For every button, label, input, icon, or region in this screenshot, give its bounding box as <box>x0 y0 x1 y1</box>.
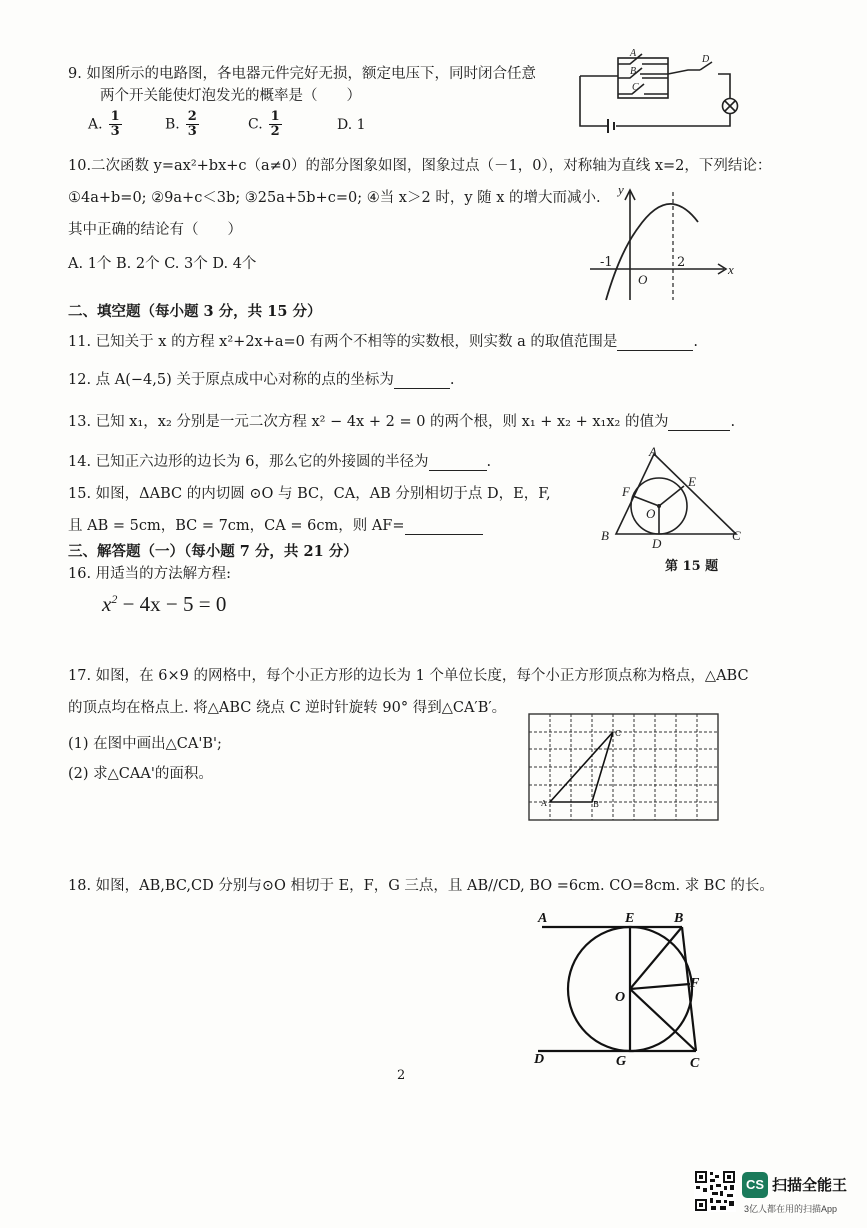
q15-line2: 且 AB = 5cm，BC = 7cm，CA = 6cm，则 AF= <box>68 514 483 535</box>
q17-line1: 17. 如图，在 6×9 的网格中，每个小正方形的边长为 1 个单位长度，每个小正方形顶点称为格点，△ABC <box>68 668 749 684</box>
q10-line3: 其中正确的结论有（ ） <box>68 222 242 238</box>
q13: 13. 已知 x₁，x₂ 分别是一元二次方程 x² − 4x + 2 = 0 的两个根，则 x₁ + x₂ + x₁x₂ 的值为 . <box>68 414 736 430</box>
q16-equation: $x^2 - 4x - 5 = 0$ <box>102 592 227 616</box>
circuit-label-d: D <box>702 54 710 65</box>
circle-center-dot <box>657 504 661 508</box>
q9-option-b[interactable]: B. $\frac{2}{3}$ <box>165 109 197 139</box>
parabola-graph <box>590 182 740 302</box>
graph-label-2: 2 <box>677 255 686 270</box>
q10-line1: 10.二次函数 y=ax²+bx+c（a≠0）的部分图象如图，图象过点（－1，0），对称轴为直线 x=2，下列结论： <box>68 158 772 174</box>
fig15-label-f: F <box>622 484 630 499</box>
q10-line4: A. 1个 B. 2个 C. 3个 D. 4个 <box>68 256 257 272</box>
fig18-label-o: O <box>615 990 626 1005</box>
fraction: $\frac{2}{3}$ <box>187 109 197 139</box>
q14-answer-blank[interactable] <box>429 454 487 471</box>
q17-part1: (1) 在图中画出△CA'B'; <box>68 736 222 752</box>
q9-option-a[interactable]: A. $\frac{1}{3}$ <box>88 109 120 139</box>
triangle-incircle-figure <box>596 444 756 554</box>
q17-part2: (2) 求△CAA'的面积。 <box>68 766 213 782</box>
fraction: $\frac{1}{2}$ <box>270 109 280 139</box>
circuit-label-b: B <box>630 66 637 77</box>
q9-line2: 两个开关能使灯泡发光的概率是（ ） <box>100 88 361 104</box>
circuit-label-a: A <box>630 48 637 59</box>
graph-label-origin: O <box>638 272 648 287</box>
q10-line2: ①4a+b=0; ②9a+c＜3b; ③25a+5b+c=0; ④当 x＞2 时，y 随 x 的增大而减小. <box>68 190 601 206</box>
q15-line1: 15. 如图，ΔABC 的内切圆 ⊙O 与 BC，CA，AB 分别相切于点 D，E，F, <box>68 486 551 502</box>
qr-code-icon <box>694 1170 736 1212</box>
footer-brand: 扫描全能王 <box>772 1177 848 1194</box>
q12: 12. 点 A(−4,5) 关于原点成中心对称的点的坐标为 . <box>68 372 455 388</box>
fig15-label-b: B <box>601 528 609 543</box>
section-title-solve-1: 三、解答题（一）（每小题 7 分，共 21 分） <box>68 543 358 560</box>
q18-line1: 18. 如图，AB,BC,CD 分别与⊙O 相切于 E，F，G 三点，且 AB//CD, BO =6cm. CO=8cm. 求 BC 的长。 <box>68 878 774 894</box>
circuit-diagram <box>570 46 750 136</box>
fig18-label-e: E <box>625 911 635 926</box>
fig18-label-g: G <box>616 1054 627 1069</box>
q12-answer-blank[interactable] <box>394 372 450 389</box>
fig15-label-e: E <box>688 474 696 489</box>
fraction: $\frac{1}{3}$ <box>110 109 120 139</box>
q15-answer-blank[interactable] <box>405 518 483 535</box>
q13-answer-blank[interactable] <box>668 414 730 431</box>
fig15-label-o: O <box>646 506 656 521</box>
q9-option-c[interactable]: C. $\frac{1}{2}$ <box>248 109 280 139</box>
fig18-label-d: D <box>534 1052 545 1067</box>
grid-label-a: A <box>541 799 547 808</box>
fig15-label-a: A <box>649 444 657 459</box>
graph-label-y: y <box>618 182 624 197</box>
q14: 14. 已知正六边形的边长为 6，那么它的外接圆的半径为 . <box>68 454 492 470</box>
fig15-label-c: C <box>732 528 741 543</box>
graph-label-neg1: -1 <box>600 255 613 270</box>
grid-label-c: C <box>615 729 622 738</box>
q11-answer-blank[interactable] <box>617 334 693 351</box>
fig18-label-f: F <box>690 976 700 991</box>
q9-line1: 9. 如图所示的电路图，各电器元件完好无损，额定电压下，同时闭合任意 <box>68 66 536 82</box>
tangent-circle-figure <box>530 905 730 1075</box>
grid-label-b: B <box>593 800 599 809</box>
footer-tagline: 3亿人都在用的扫描App <box>744 1204 838 1214</box>
camscanner-logo-icon: CS <box>742 1172 768 1198</box>
q16-line1: 16. 用适当的方法解方程: <box>68 566 232 582</box>
page-number: 2 <box>397 1068 406 1083</box>
fig18-label-b: B <box>674 911 684 926</box>
fig15-label-d: D <box>652 536 662 551</box>
grid-6x9-figure <box>525 710 725 825</box>
fig18-label-c: C <box>690 1056 700 1071</box>
section-title-fill-in: 二、填空题（每小题 3 分，共 15 分） <box>68 303 322 320</box>
q15-figure-caption: 第 15 题 <box>665 559 719 574</box>
fig18-label-a: A <box>538 911 548 926</box>
q11: 11. 已知关于 x 的方程 x²+2x+a=0 有两个不相等的实数根，则实数 a 的取值范围是 . <box>68 334 698 350</box>
graph-label-x: x <box>728 262 734 277</box>
circuit-label-c: C <box>632 82 639 93</box>
q9-option-d[interactable]: D. 1 <box>337 117 366 133</box>
q17-line2: 的顶点均在格点上. 将△ABC 绕点 C 逆时针旋转 90° 得到△CA′B′。 <box>68 700 507 716</box>
